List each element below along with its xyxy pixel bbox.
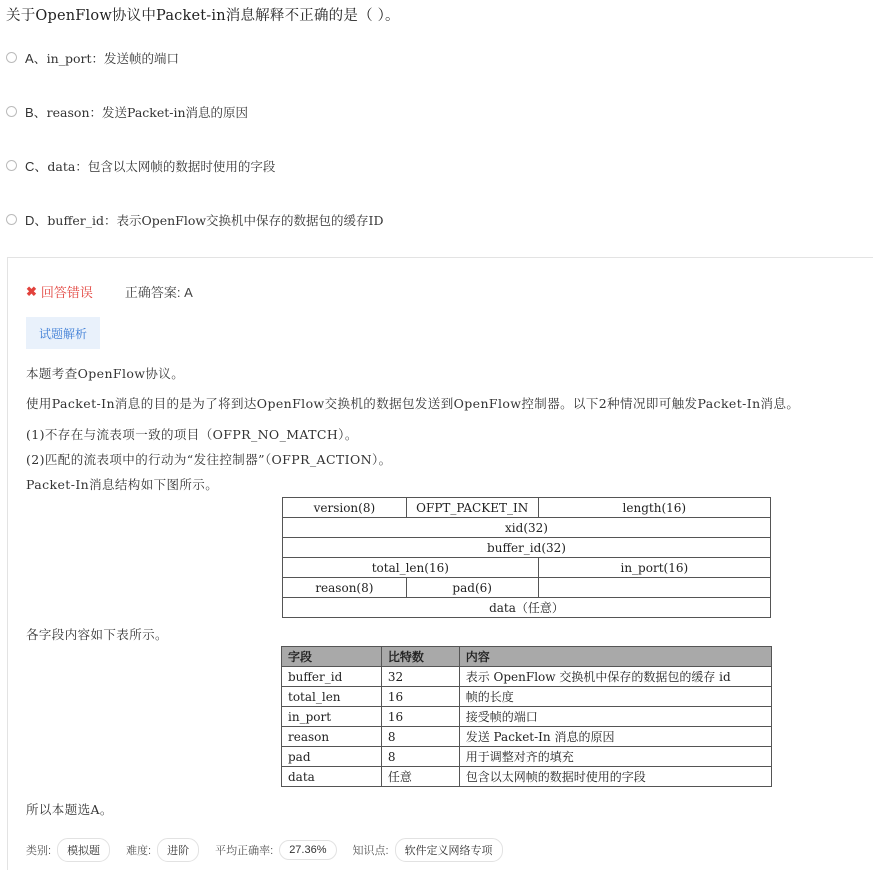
- table-row: [282, 667, 772, 687]
- category-label: 类别:: [26, 845, 52, 857]
- tab-analysis[interactable]: 试题解析: [26, 317, 100, 349]
- struct-total-len: total_len(16): [283, 558, 539, 578]
- option-letter: D、: [25, 213, 48, 228]
- struct-reason: reason(8): [283, 578, 407, 598]
- category-tag[interactable]: 模拟题: [57, 838, 110, 862]
- option-a[interactable]: [6, 48, 179, 67]
- table-cell: 接受帧的端口: [459, 707, 771, 727]
- option-text: reason：发送Packet-in消息的原因: [46, 104, 249, 120]
- table-cell: 帧的长度: [459, 687, 771, 707]
- table-row: [282, 767, 772, 787]
- table-header: 比特数: [381, 647, 459, 667]
- table-cell: 8: [381, 727, 459, 747]
- option-letter: A、: [25, 51, 47, 66]
- radio-c[interactable]: [6, 160, 17, 171]
- struct-xid: xid(32): [283, 518, 771, 538]
- struct-length: length(16): [538, 498, 770, 518]
- question-meta: [26, 838, 519, 862]
- option-text: in_port：发送帧的端口: [46, 50, 179, 66]
- wrong-answer-badge: [26, 282, 93, 301]
- table-cell: total_len: [282, 687, 382, 707]
- analysis-paragraph: 各字段内容如下表所示。: [26, 627, 168, 642]
- topic-label: 知识点:: [352, 845, 389, 857]
- table-header: 字段: [282, 647, 382, 667]
- analysis-paragraph: (2)匹配的流表项中的行动为“发往控制器”（OFPR_ACTION）。: [26, 452, 392, 467]
- topic-tag[interactable]: 软件定义网络专项: [395, 838, 503, 862]
- table-header-row: [282, 647, 772, 667]
- close-icon: ✖: [26, 283, 37, 299]
- result-row: [26, 282, 193, 301]
- table-cell: 16: [381, 707, 459, 727]
- question-text: 关于OpenFlow协议中Packet-in消息解释不正确的是（ ）。: [6, 8, 400, 24]
- fields-table: [281, 646, 772, 787]
- analysis-paragraph: 本题考查OpenFlow协议。: [26, 366, 185, 381]
- table-row: [282, 687, 772, 707]
- table-cell: buffer_id: [282, 667, 382, 687]
- analysis-paragraph: (1)不存在与流表项一致的项目（OFPR_NO_MATCH）。: [26, 427, 358, 442]
- struct-version: version(8): [283, 498, 407, 518]
- radio-d[interactable]: [6, 214, 17, 225]
- struct-data: data（任意）: [283, 598, 771, 618]
- radio-a[interactable]: [6, 52, 17, 63]
- table-row: [282, 707, 772, 727]
- analysis-paragraph: Packet-In消息结构如下图所示。: [26, 477, 219, 492]
- table-cell: in_port: [282, 707, 382, 727]
- option-text: data：包含以太网帧的数据时使用的字段: [47, 158, 276, 174]
- option-c[interactable]: [6, 156, 275, 175]
- table-row: [282, 747, 772, 767]
- accuracy-label: 平均正确率:: [215, 845, 274, 857]
- table-cell: data: [282, 767, 382, 787]
- option-d[interactable]: [6, 210, 384, 229]
- table-cell: pad: [282, 747, 382, 767]
- option-b[interactable]: [6, 102, 248, 121]
- struct-buffer-id: buffer_id(32): [283, 538, 771, 558]
- table-cell: 8: [381, 747, 459, 767]
- radio-b[interactable]: [6, 106, 17, 117]
- table-cell: reason: [282, 727, 382, 747]
- analysis-conclusion: 所以本题选A。: [26, 802, 113, 817]
- option-text: buffer_id：表示OpenFlow交换机中保存的数据包的缓存ID: [47, 212, 384, 228]
- struct-empty: [538, 578, 770, 598]
- table-cell: 表示 OpenFlow 交换机中保存的数据包的缓存 id: [459, 667, 771, 687]
- table-cell: 任意: [381, 767, 459, 787]
- table-row: [282, 727, 772, 747]
- table-cell: 发送 Packet-In 消息的原因: [459, 727, 771, 747]
- wrong-answer-label: 回答错误: [40, 285, 93, 300]
- struct-type: OFPT_PACKET_IN: [406, 498, 538, 518]
- analysis-paragraph: 使用Packet-In消息的目的是为了将到达OpenFlow交换机的数据包发送到OpenFlow控制器。以下2种情况即可触发Packet-In消息。: [26, 396, 800, 411]
- table-cell: 包含以太网帧的数据时使用的字段: [459, 767, 771, 787]
- table-cell: 用于调整对齐的填充: [459, 747, 771, 767]
- struct-pad: pad(6): [406, 578, 538, 598]
- table-cell: 32: [381, 667, 459, 687]
- difficulty-label: 难度:: [126, 845, 152, 857]
- struct-in-port: in_port(16): [538, 558, 770, 578]
- difficulty-tag: 进阶: [157, 838, 199, 862]
- option-letter: B、: [25, 105, 47, 120]
- packet-in-structure-diagram: [282, 497, 771, 618]
- table-header: 内容: [459, 647, 771, 667]
- correct-answer-label: 正确答案: A: [124, 285, 193, 300]
- accuracy-value: 27.36%: [279, 840, 336, 860]
- option-letter: C、: [25, 159, 48, 174]
- table-cell: 16: [381, 687, 459, 707]
